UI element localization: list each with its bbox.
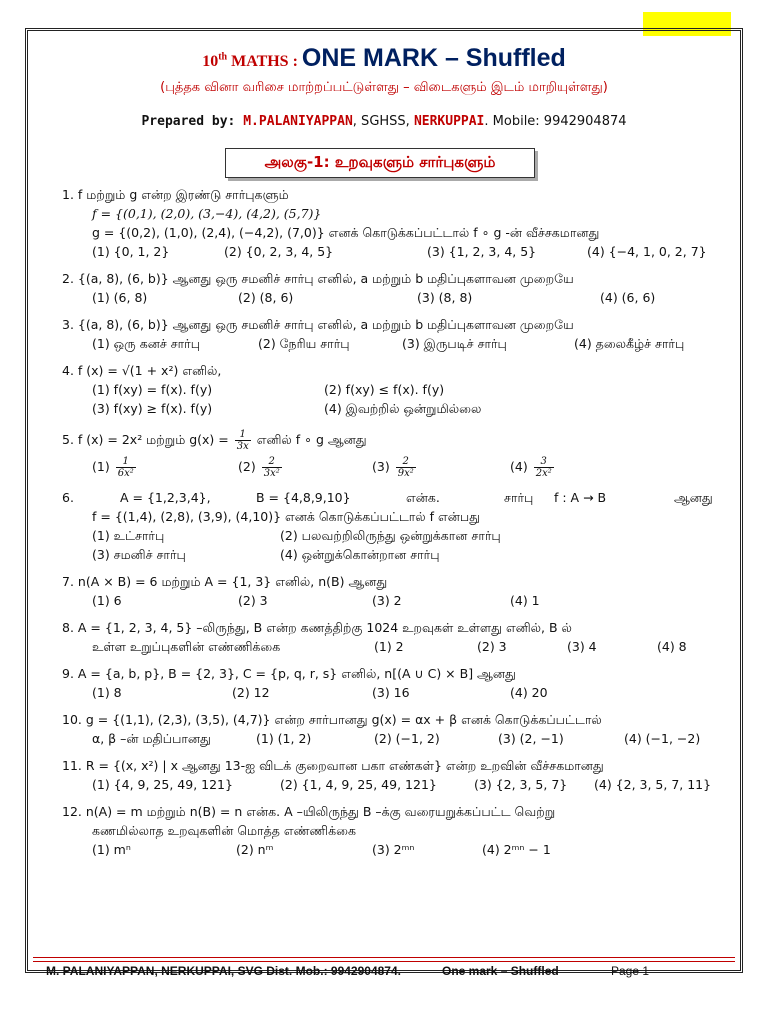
options: (1) {0, 1, 2} (2) {0, 2, 3, 4, 5} (3) {1, 2, 3, 4, 5} (4) {−4, 1, 0, 2, 7} (92, 244, 707, 259)
options: (1) ஒரு கனச் சார்பு (2) நேரிய சார்பு (3) இருபடிச் சார்பு (4) தலைகீழ்ச் சார்பு (92, 336, 685, 351)
page-number: Page 1 (611, 964, 650, 978)
options: (1) உட்சார்பு (2) பலவற்றிலிருந்து ஒன்றுக்கான சார்பு (92, 528, 501, 543)
question-7: 7. n(A × B) = 6 மற்றும் A = {1, 3} எனில், n(B) ஆனது (1) 6 (2) 3 (3) 2 (4) 1 (62, 572, 712, 610)
question-3: 3. {(a, 8), (6, b)} ஆனது ஒரு சமனிச் சார்பு எனில், a மற்றும் b மதிப்புகளாவன முறையே (1) ஒரு கனச் சார்பு (2) நேரிய சார்பு (3) இருபடிச் சார்பு (4) தலைகீழ்ச் சார்பு (62, 315, 712, 353)
options: (1) {4, 9, 25, 49, 121} (2) {1, 4, 9, 25, 49, 121} (3) {2, 3, 5, 7} (4) {2, 3, 5, 7, 11} (92, 777, 712, 792)
question-9: 9. A = {a, b, p}, B = {2, 3}, C = {p, q, r, s} எனில், n[(A ∪ C) × B] ஆனது (1) 8 (2) 12 (3) 16 (4) 20 (62, 664, 712, 702)
question-8: 8. A = {1, 2, 3, 4, 5} –லிருந்து, B என்ற கணத்திற்கு 1024 உறவுகள் உள்ளது எனில், B ல் உள்ள உறுப்புகளின் எண்ணிக்கை (1) 2 (2) 3 (3) 4 (4) 8 (62, 620, 687, 654)
page-title: 10th MATHS : ONE MARK – Shuffled (202, 44, 566, 72)
options: (1) 8 (2) 12 (3) 16 (4) 20 (92, 685, 548, 700)
question-11: 11. R = {(x, x²) | x ஆனது 13-ஐ விடக் குறைவான பகா எண்கள்} என்ற உறவின் வீச்சகமானது (1) {4, 9, 25, 49, 121} (2) {1, 4, 9, 25, 49, 121} (3) {2, 3, 5, 7} (4) {2, 3, 5, 7, 11} (62, 758, 712, 792)
footer-title: One mark – Shuffled (442, 964, 559, 978)
options: (1) (6, 8) (2) (8, 6) (3) (8, 8) (4) (6, 6) (92, 290, 656, 305)
unit-heading: அலகு-1: உறவுகளும் சார்புகளும் (225, 148, 535, 178)
fraction: $\frac{1}{3x}$ (236, 429, 249, 452)
options: (1) mⁿ (2) nᵐ (3) 2ᵐⁿ (4) 2ᵐⁿ − 1 (92, 842, 551, 857)
question-list (62, 185, 712, 867)
question-10: 10. g = {(1,1), (2,3), (3,5), (4,7)} என்ற சார்பானது g(x) = αx + β எனக் கொடுக்கப்பட்டால் α, β –ன் மதிப்பானது (1) (1, 2) (2) (−1, 2) (3) (2, −1) (4) (−1, −2) (62, 712, 701, 746)
question-1: 1. f மற்றும் g என்ற இரண்டு சார்புகளும் f = {(0,1), (2,0), (3,−4), (4,2), (5,7)} g = {(0,2), (1,0), (2,4), (−4,2), (7,0)} எனக் கொடுக்கப்பட்டால் f ∘ g -ன் வீச்சகமானது (1) {0, 1, 2} (2) {0, 2, 3, 4, 5} (3) {1, 2, 3, 4, 5} (4) {−4, 1, 0, 2, 7} (62, 185, 712, 261)
footer-divider (33, 957, 735, 962)
question-4: 4. f (x) = √(1 + x²) எனில், (1) f(xy) = f(x). f(y) (2) f(xy) ≤ f(x). f(y) (3) f(xy) ≥ f(x). f(y) (4) இவற்றில் ஒன்றுமில்லை (62, 361, 712, 418)
options: (1) 6 (2) 3 (3) 2 (4) 1 (92, 593, 540, 608)
options: (3) சமனிச் சார்பு (4) ஒன்றுக்கொன்றான சார்பு (92, 547, 440, 562)
question-6: 6. A = {1,2,3,4}, B = {4,8,9,10} என்க. சார்பு f : A → B ஆனது f = {(1,4), (2,8), (3,9), (4,10)} எனக் கொடுக்கப்பட்டால் f என்பது (1) உட்சார்பு (2) பலவற்றிலிருந்து ஒன்றுக்கான சார்பு (3) சமனிச் சார்பு (4) ஒன்றுக்கொன்றான சார்பு (62, 490, 713, 562)
options: (3) f(xy) ≥ f(x). f(y) (4) இவற்றில் ஒன்றுமில்லை (92, 401, 482, 416)
question-5: 5. f (x) = 2x² மற்றும் g(x) = $\frac{1}{3x}$ எனில் f ∘ g ஆனது (1) $\frac{1}{\text{6x²}}$ (2) $\frac{2}{\text{3x²}}$ (3) $\frac{2}{\text{9x²}}$ (4) $\frac{3}{\text{2x²}}$ (62, 426, 712, 480)
question-2: 2. {(a, 8), (6, b)} ஆனது ஒரு சமனிச் சார்பு எனில், a மற்றும் b மதிப்புகளாவன முறையே (1) (6, 8) (2) (8, 6) (3) (8, 8) (4) (6, 6) (62, 269, 712, 307)
prepared-by-line: Prepared by: M.PALANIYAPPAN, SGHSS, NERKUPPAI. Mobile: 9942904874 (141, 114, 627, 129)
subtitle: (புத்தக வினா வரிசை மாற்றப்பட்டுள்ளது – விடைகளும் இடம் மாறியுள்ளது) (160, 80, 608, 95)
question-12: 12. n(A) = m மற்றும் n(B) = n என்க. A –யிலிருந்து B –க்கு வரையறுக்கப்பட்ட வெற்று கணமில்லாத உறவுகளின் மொத்த எண்ணிக்கை (1) mⁿ (2) nᵐ (3) 2ᵐⁿ (4) 2ᵐⁿ − 1 (62, 802, 712, 859)
options: (1) f(xy) = f(x). f(y) (2) f(xy) ≤ f(x). f(y) (92, 382, 445, 397)
footer-author: M. PALANIYAPPAN, NERKUPPAI, SVG Dist. Mob.: 9942904874. (46, 964, 401, 978)
options: (1) $\frac{1}{\text{6x²}}$ (2) $\frac{2}{\text{3x²}}$ (3) $\frac{2}{\text{9x²}}$ (4) $\frac{3}{\text{2x²}}$ (92, 456, 552, 479)
